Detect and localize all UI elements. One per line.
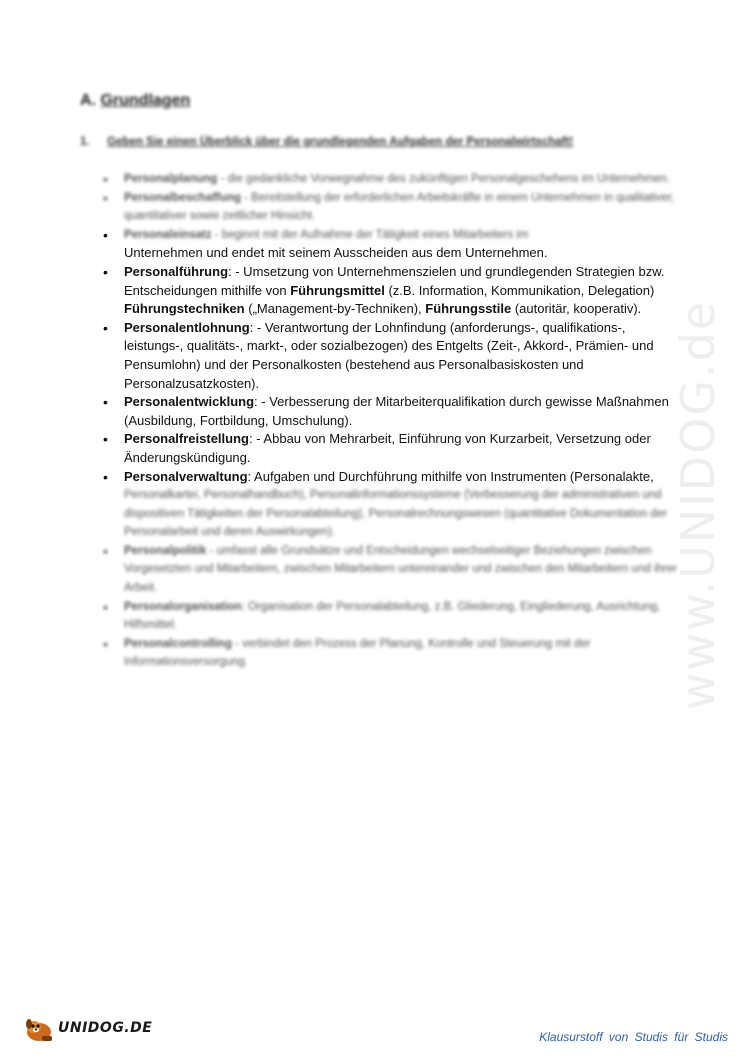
item-desc: : Organisation der Personalabteilung, z.B. Gliederung, Eingliederung, Ausrichtung, Hilfsmittel. [124,600,661,632]
item-term: Personalfreistellung [124,431,249,447]
item-term: Personalentlohnung [124,319,250,335]
item-desc-4: (autoritär, kooperativ). [511,301,642,317]
item-desc: : - Verbesserung der Mitarbeiterqualifikation durch gewisse Maßnahmen (Ausbildung, Fortbildung, Umschulung). [124,394,669,428]
item-term-4: Führungsstile [425,301,512,317]
item-desc-3: („Management-by-Techniken), [244,301,426,317]
list-item [100,170,685,189]
item-term: Personalpolitik [124,544,207,557]
item-desc: : - Abbau von Mehrarbeit, Einführung von Kurzarbeit, Versetzung oder Änderungskündigung. [124,431,651,465]
item-term: Personalorganisation [124,600,242,613]
item-term: Personalbeschaffung [124,191,241,204]
logo-text: UNIDOG.DE [58,1020,153,1036]
item-blurred-line [124,226,685,245]
item-desc: : - Verantwortung der Lohnfindung (anforderungs-, qualifikations-, leistungs-, qualitäts-, markt-, oder sozialbezogen) des Entgelts (Zeit-, Akkord-, Prämien- und Pensumlohn) und der Personalkosten (bestehend aus Personalbasiskosten und Personalzusatzkosten). [124,319,654,391]
item-desc: - die gedankliche Vorwegnahme des zukünftigen Personalgeschehens im Unternehmen. [217,173,670,185]
task-list [100,170,685,672]
list-item [100,468,685,542]
list-item [100,393,685,430]
watermark: www.UNIDOG.de [671,299,725,711]
item-term: Personalcontrolling [124,637,232,650]
item-term-3: Führungstechniken [124,301,245,317]
dog-mascot-icon [22,1013,56,1043]
list-item [100,319,685,393]
list-item [100,542,685,598]
list-item [100,635,685,672]
item-desc-visible: : Aufgaben und Durchführung mithilfe von Instrumenten (Personalakte, [247,468,654,484]
unidog-logo[interactable] [22,1013,152,1043]
question-text: Geben Sie einen Überblick über die grundlegenden Aufgaben der Personalwirtschaft! [107,136,574,148]
question [80,136,573,148]
list-item [100,598,685,635]
section-title: Grundlagen [100,92,191,109]
item-term: Personalplanung [124,173,218,185]
list-item [100,226,685,263]
footer-tagline: Klausurstoff von Studis für Studis [539,1030,728,1044]
item-desc: - umfasst alle Grundsätze und Entscheidungen wechselseitiger Beziehungen zwischen Vorgesetzten und Mitarbeitern, zwischen Mitarbeitern untereinander und zwischen den Mitarbeitern und ihrer Arbeit. [124,544,677,595]
item-term: Personalentwicklung [124,394,255,410]
item-desc-blurred: - beginnt mit der Aufnahme der Tätigkeit eines Mitarbeiters im [211,228,529,241]
item-desc-blurred: Personalkartei, Personalhandbuch), Personalinformationssysteme (Verbesserung der administrativen und dispositiven Tätigkeiten der Personalabteilung), Personalrechnungswesen (quantitative Dokumentation der Personalarbeit und deren Auswirkungen). [124,489,668,539]
item-desc-visible: Unternehmen und endet mit seinem Ausscheiden aus dem Unternehmen. [124,245,548,261]
item-desc: : - Umsetzung von Unternehmenszielen und grundlegenden Strategien bzw. Entscheidungen mithilfe von [124,263,665,298]
item-term: Personalverwaltung [124,468,248,484]
section-letter: A. [80,92,96,109]
item-desc: - verbindet den Prozess der Planung, Kontrolle und Steuerung mit der Informationsversorgung. [124,637,591,669]
item-term: Personaleinsatz [124,228,212,241]
question-number: 1. [80,136,90,148]
list-item [100,189,685,226]
section-heading [80,92,190,110]
item-term: Personalführung [124,263,229,279]
list-item [100,263,685,319]
item-desc: - Bereitstellung der erforderlichen Arbeitskräfte in einem Unternehmen in qualitativer, quantitativer sowie zeitlicher Hinsicht. [124,191,675,223]
item-desc-2: (z.B. Information, Kommunikation, Delegation) [384,282,655,298]
list-item [100,430,685,467]
item-term-2: Führungsmittel [290,282,385,298]
